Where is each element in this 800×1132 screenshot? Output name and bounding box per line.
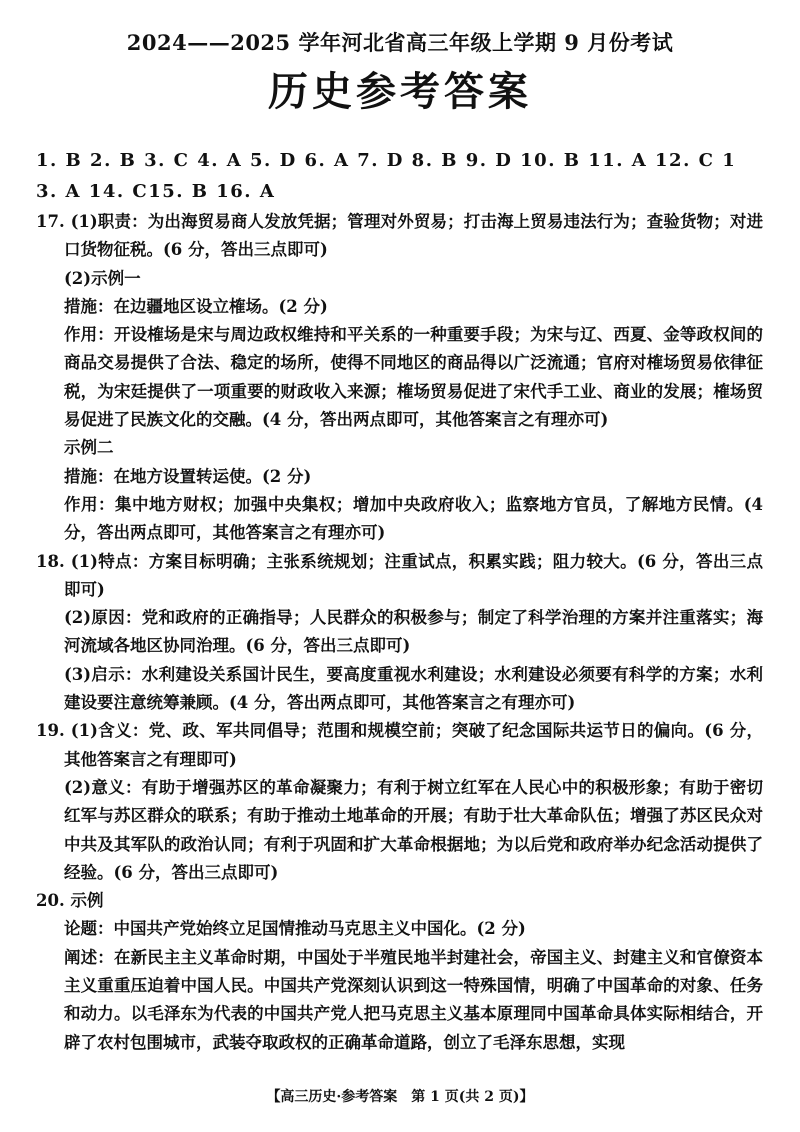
q18-part1: 18. (1)特点：方案目标明确；主张系统规划；注重试点，积累实践；阻力较大。(6 分，答出三点即可) — [36, 551, 763, 599]
q20-label: 20. 示例 — [36, 891, 104, 911]
q17-example1-effect: 作用：开设榷场是宋与周边政权维持和平关系的一种重要手段；为宋与辽、西夏、金等政权间的商品交易提供了合法、稳定的场所，使得不同地区的商品得以广泛流通；官府对榷场贸易依律征税，为宋廷提供了一项重要的财政收入来源；榷场贸易促进了宋代手工业、商业的发展；榷场贸易促进了民族文化的交融。(4 分，答出两点即可，其他答案言之有理亦可) — [64, 325, 763, 430]
exam-title: 2024——2025 学年河北省高三年级上学期 9 月份考试 — [126, 30, 674, 55]
q19-part2: (2)意义：有助于增强苏区的革命凝聚力；有利于树立红军在人民心中的积极形象；有助于密切红军与苏区群众的联系；有助于推动土地革命的开展；有助于壮大革命队伍；增强了苏区民众对中共及其军队的政治认同；有利于巩固和扩大革命根据地；为以后党和政府举办纪念活动提供了经验。(6 分，答出三点即可) — [64, 777, 763, 882]
q20-argument: 阐述：在新民主主义革命时期，中国处于半殖民地半封建社会，帝国主义、封建主义和官僚资本主义重重压迫着中国人民。中国共产党深刻认识到这一特殊国情，明确了中国革命的对象、任务和动力。以毛泽东为代表的中国共产党人把马克思主义基本原理同中国革命具体实际相结合，开辟了农村包围城市，武装夺取政权的正确革命道路，创立了毛泽东思想，实现 — [64, 947, 763, 1052]
q19-part1: 19. (1)含义：党、政、军共同倡导；范围和规模空前；突破了纪念国际共运节日的偏向。(6 分，其他答案言之有理即可) — [36, 721, 763, 769]
page-footer: 【高三历史·参考答案 第 1 页(共 2 页)】 — [266, 1089, 534, 1105]
q17-example1-measure: 措施：在边疆地区设立榷场。(2 分) — [64, 296, 328, 316]
q17-example2-measure: 措施：在地方设置转运使。(2 分) — [64, 466, 312, 486]
q18-part3: (3)启示：水利建设关系国计民生，要高度重视水利建设；水利建设必须要有科学的方案；水利建设要注意统筹兼顾。(4 分，答出两点即可，其他答案言之有理亦可) — [64, 664, 763, 713]
document-title: 历史参考答案 — [268, 68, 532, 115]
q20-thesis: 论题：中国共产党始终立足国情推动马克思主义中国化。(2 分) — [64, 919, 526, 939]
q17-part2-label: (2)示例一 — [64, 268, 141, 288]
multiple-choice-answers: 1. B 2. B 3. C 4. A 5. D 6. A 7. D 8. B 9. D 10. B 11. A 12. C 13. A 14. C15. B 16. A — [36, 150, 737, 202]
q17-part1: 17. (1)职责：为出海贸易商人发放凭据；管理对外贸易；打击海上贸易违法行为；查验货物；对进口货物征税。(6 分，答出三点即可) — [36, 212, 763, 260]
q18-part2: (2)原因：党和政府的正确指导；人民群众的积极参与；制定了科学治理的方案并注重落实；海河流域各地区协同治理。(6 分，答出三点即可) — [64, 608, 763, 656]
q17-example2-effect: 作用：集中地方财权；加强中央集权；增加中央政府收入；监察地方官员，了解地方民情。(4 分，答出两点即可，其他答案言之有理亦可) — [64, 494, 763, 543]
q17-example2-label: 示例二 — [64, 438, 114, 458]
essay-answers — [36, 208, 763, 1057]
